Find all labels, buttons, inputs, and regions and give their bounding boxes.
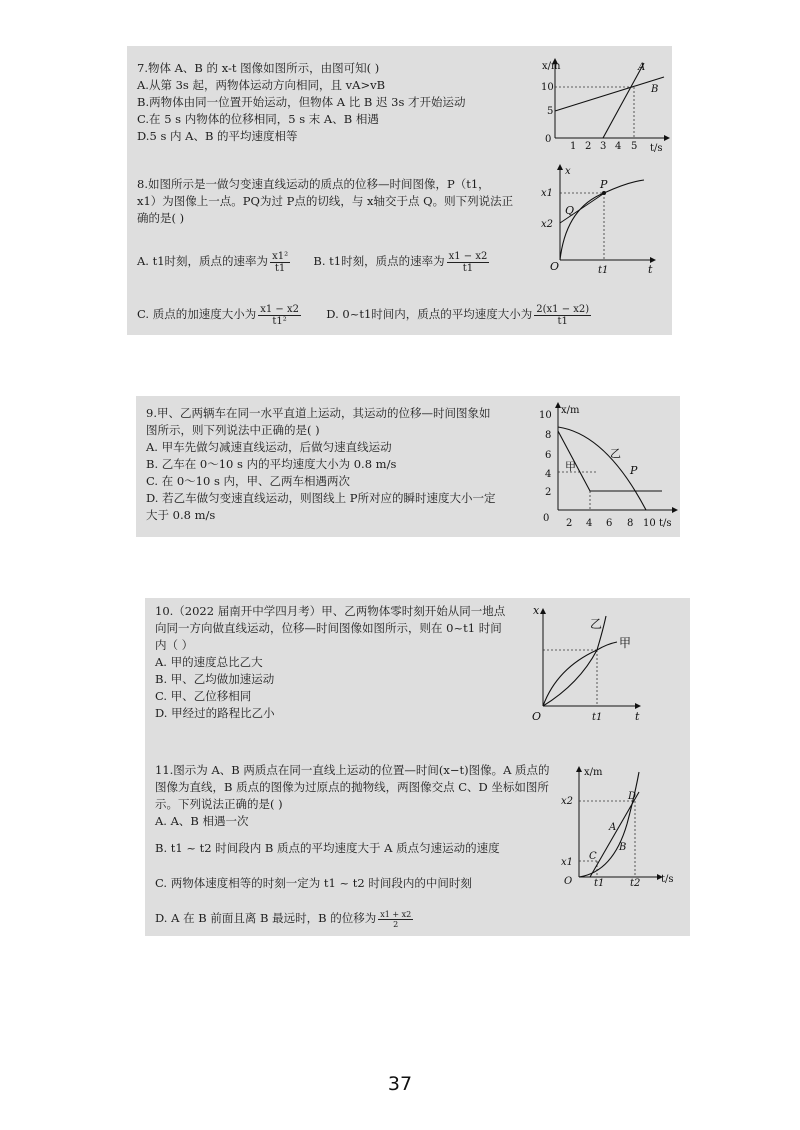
q9-origin-label: 0 xyxy=(543,513,550,524)
q9-option-a: A. 甲车先做匀减速直线运动，后做匀速直线运动 xyxy=(146,440,392,454)
q9-label-p: P xyxy=(630,464,638,477)
q8-curve xyxy=(560,180,644,260)
q8-d-numerator: 2(x1 − x2) xyxy=(536,303,590,315)
q8-option-d-text: D. 0~t1时间内，质点的平均速度大小为 xyxy=(326,307,533,321)
q9-tick-x6: 6 xyxy=(606,518,613,529)
q8-option-b-fraction xyxy=(447,251,490,274)
q11-label-d: D xyxy=(628,791,637,802)
q7-label-b: B xyxy=(651,84,659,95)
q9-option-d-2: 大于 0.8 m/s xyxy=(146,508,216,522)
q7-tick-x2: 2 xyxy=(585,141,592,152)
q8-p-label: P xyxy=(600,178,608,191)
q9-tick-y4: 4 xyxy=(545,469,552,480)
q11-label-a: A xyxy=(609,822,617,833)
q8-b-denominator: t1 xyxy=(462,262,474,274)
q11-label-b: B xyxy=(619,842,627,853)
q10-option-c: C. 甲、乙位移相同 xyxy=(155,689,252,703)
q8-option-d-fraction xyxy=(534,304,591,327)
q9-tick-x10: 10 xyxy=(643,518,656,529)
q7-line-a xyxy=(603,63,644,138)
q9-tick-x4: 4 xyxy=(586,518,593,529)
q8-option-c-fraction xyxy=(258,304,301,327)
q8-option-b-text: B. t1时刻，质点的速率为 xyxy=(313,254,445,268)
q10-t1-label: t1 xyxy=(592,712,603,723)
q8-point-p xyxy=(602,191,606,195)
q8-options-ab xyxy=(137,239,491,283)
q10-stem-1: 10.（2022 届南开中学四月考）甲、乙两物体零时刻开始从同一地点 xyxy=(155,604,506,618)
q7-tick-x3: 3 xyxy=(600,141,607,152)
q8-option-a-fraction xyxy=(270,251,290,274)
q11-x1-label: x1 xyxy=(561,857,574,868)
q8-t1-label: t1 xyxy=(598,265,609,276)
q7-x-axis-label: t/s xyxy=(650,143,663,154)
q8-options-cd xyxy=(137,292,593,336)
q10-x-axis-label: t xyxy=(635,710,640,723)
q7-line-b xyxy=(555,77,664,111)
q7-option-c: C.在 5 s 内物体的位移相同，5 s 末 A、B 相遇 xyxy=(137,112,379,126)
q7-tick-10: 10 xyxy=(541,82,554,93)
q7-tick-x4: 4 xyxy=(615,141,622,152)
q9-label-yi: 乙 xyxy=(610,447,621,460)
q9-tick-y2: 2 xyxy=(545,487,552,498)
q9-tick-y10: 10 xyxy=(539,410,552,421)
question-9 xyxy=(146,405,496,524)
q8-a-numerator: x1² xyxy=(272,250,289,262)
page-number: 37 xyxy=(387,1073,413,1095)
q9-tick-x2: 2 xyxy=(566,518,573,529)
q7-option-a: A.从第 3s 起，两物体运动方向相同，且 vA>vB xyxy=(137,78,386,92)
q10-label-jia: 甲 xyxy=(619,636,632,650)
q11-option-d-fraction xyxy=(378,910,413,929)
q10-stem-2: 向同一方向做直线运动，位移—时间图像如图所示，则在 0~t1 时间 xyxy=(155,621,502,635)
q9-stem-2: 图所示，则下列说法中正确的是( ) xyxy=(146,423,320,437)
q10-stem-3: 内（ ） xyxy=(155,638,194,652)
q11-t2-label: t2 xyxy=(630,878,641,889)
q9-tick-y8: 8 xyxy=(545,430,552,441)
q9-option-b: B. 乙车在 0～10 s 内的平均速度大小为 0.8 m/s xyxy=(146,457,397,471)
q8-origin-label: O xyxy=(550,260,560,273)
q11-stem-2: 图像为直线，B 质点的图像为过原点的抛物线，两图像交点 C、D 坐标如图所 xyxy=(155,780,549,794)
q8-d-denominator: t1 xyxy=(557,315,568,327)
q9-option-d-1: D. 若乙车做匀变速直线运动，则图线上 P所对应的瞬时速度大小一定 xyxy=(146,491,496,505)
q11-d-denominator: 2 xyxy=(393,919,399,929)
q8-stem-1: 8.如图所示是一做匀变速直线运动的质点的位移—时间图像，P（t1， xyxy=(137,177,490,191)
q8-c-numerator: x1 − x2 xyxy=(260,303,299,315)
q8-xt-graph xyxy=(538,164,660,276)
q11-y-axis-label: x/m xyxy=(584,767,603,778)
q8-b-numerator: x1 − x2 xyxy=(448,250,488,262)
q11-option-b: B. t1 ~ t2 时间段内 B 质点的平均速度大于 A 质点匀速运动的速度 xyxy=(155,841,500,855)
q7-xt-graph xyxy=(530,58,670,153)
q8-c-denominator: t1² xyxy=(272,315,287,327)
q11-label-c: C xyxy=(589,851,597,862)
q8-y-axis-label: x xyxy=(565,166,571,177)
q8-x-axis-label: t xyxy=(648,263,653,276)
q11-origin-label: O xyxy=(564,876,573,887)
q11-t1-label: t1 xyxy=(594,878,605,889)
q9-tick-x8: 8 xyxy=(627,518,634,529)
q10-label-yi: 乙 xyxy=(590,617,603,631)
q11-option-a: A. A、B 相遇一次 xyxy=(155,814,249,828)
q10-origin-label: O xyxy=(532,710,542,723)
question-8 xyxy=(137,176,513,227)
question-10 xyxy=(155,603,505,722)
question-11 xyxy=(155,762,550,830)
question-7 xyxy=(137,60,466,145)
q11-d-numerator: x1 + x2 xyxy=(380,909,412,919)
q8-stem-3: 确的是( ) xyxy=(137,211,185,225)
q11-option-d xyxy=(155,903,415,933)
q7-tick-5: 5 xyxy=(547,106,554,117)
q10-xt-graph xyxy=(527,602,652,727)
q7-stem: 7.物体 A、B 的 x-t 图像如图所示，由图可知( ) xyxy=(137,61,380,75)
q10-y-axis-label: x xyxy=(533,604,540,617)
q7-option-d: D.5 s 内 A、B 的平均速度相等 xyxy=(137,129,298,143)
q9-tick-y6: 6 xyxy=(545,450,552,461)
q9-label-jia: 甲 xyxy=(565,460,576,473)
q8-option-a-text: A. t1时刻，质点的速率为 xyxy=(137,254,269,268)
q7-tick-x1: 1 xyxy=(570,141,577,152)
q9-option-c: C. 在 0～10 s 内，甲、乙两车相遇两次 xyxy=(146,474,351,488)
q10-option-b: B. 甲、乙均做加速运动 xyxy=(155,672,275,686)
q8-q-label: Q xyxy=(565,204,575,217)
q9-stem-1: 9.甲、乙两辆车在同一水平直道上运动，其运动的位移—时间图象如 xyxy=(146,406,491,420)
q11-option-c: C. 两物体速度相等的时刻一定为 t1 ~ t2 时间段内的中间时刻 xyxy=(155,876,472,890)
q11-x-axis-label: t/s xyxy=(661,874,674,885)
q11-stem-3: 示。下列说法正确的是( ) xyxy=(155,797,283,811)
q8-x2-label: x2 xyxy=(541,219,554,230)
q8-stem-2: x1）为图像上一点。PQ为过 P点的切线，与 x轴交于点 Q。则下列说法正 xyxy=(137,194,514,208)
q11-x2-label: x2 xyxy=(561,796,574,807)
q10-option-a: A. 甲的速度总比乙大 xyxy=(155,655,263,669)
q8-option-c-text: C. 质点的加速度大小为 xyxy=(137,307,257,321)
q10-curve-jia xyxy=(543,642,617,706)
q7-y-axis-label: x/m xyxy=(542,61,561,72)
q7-tick-x5: 5 xyxy=(631,141,638,152)
q9-y-axis-label: x/m xyxy=(561,405,580,416)
q7-label-a: A xyxy=(638,62,646,73)
q10-option-d: D. 甲经过的路程比乙小 xyxy=(155,706,275,720)
q8-a-denominator: t1 xyxy=(274,262,286,274)
q9-x-axis-label: t/s xyxy=(659,518,672,529)
q8-x1-label: x1 xyxy=(541,188,554,199)
q7-option-b: B.两物体由同一位置开始运动，但物体 A 比 B 迟 3s 才开始运动 xyxy=(137,95,466,109)
q11-option-d-text: D. A 在 B 前面且离 B 最远时，B 的位移为 xyxy=(155,911,377,925)
q7-origin-label: 0 xyxy=(545,134,552,145)
q9-xt-graph xyxy=(534,402,682,532)
q11-xt-graph xyxy=(557,764,685,889)
q11-stem-1: 11.图示为 A、B 两质点在同一直线上运动的位置—时间(x−t)图像。A 质点的 xyxy=(155,763,550,777)
